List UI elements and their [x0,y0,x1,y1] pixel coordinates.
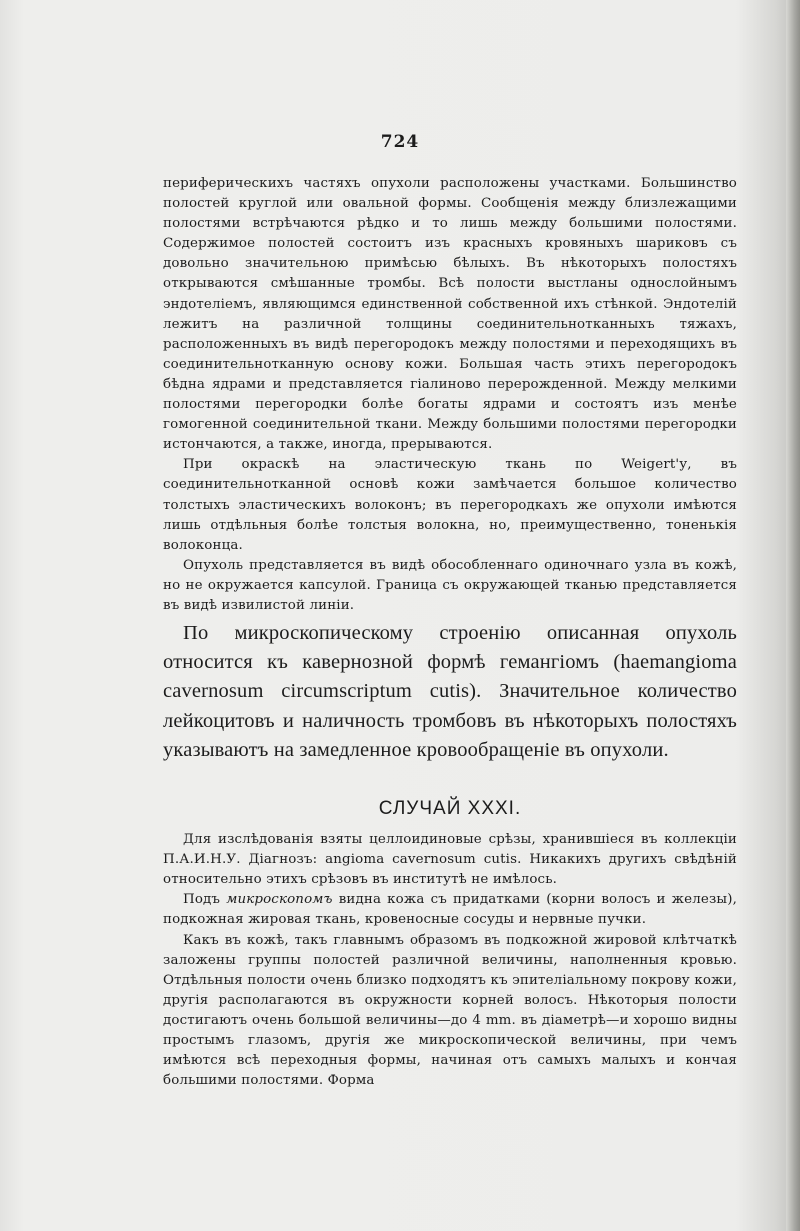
microscope-rest: видна кожа съ придатками (корни волосъ и железы), подкожная жировая ткань, кровеносные сосуды и нервные пучки. [163,892,737,928]
paragraph-microscope [163,890,737,930]
page-edge-shadow [786,0,800,1231]
paragraph-conclusion: По микроскопическому строенію описанная опухоль относится къ кавернозной формѣ гемангіомъ (haemangioma cavernosum circumscriptum cutis). Значительное количество лейкоцитовъ и наличность тромбовъ въ нѣкоторыхъ полостяхъ указываютъ на замедленное кровообращеніе въ опухоли. [163,622,737,761]
paragraph-cavities: Какъ въ кожѣ, такъ главнымъ образомъ въ подкожной жировой клѣтчаткѣ заложены группы полостей различной величины, наполненныя кровью. Отдѣльныя полости очень близко подходятъ къ эпителіальному покрову кожи, другія располагаются въ окружности корней волосъ. Нѣкоторыя полости достигаютъ очень большой величины—до 4 mm. въ діаметрѣ—и хорошо видны простымъ глазомъ, другія же микроскопической величины, при чемъ имѣются всѣ переходныя формы, начиная отъ самыхъ малыхъ и кончая большими полостями. Форма [163,932,737,1089]
page-number: 724 [380,132,420,152]
paragraph-case-material: Для изслѣдованія взяты целлоидиновые срѣзы, хранившіеся въ коллекціи П.А.И.Н.У. Діагнозъ: angioma cavernosum cutis. Никакихъ другихъ свѣдѣній относительно этихъ срѣзовъ въ институтѣ не имѣлось. [163,832,737,888]
paragraph-tumor-border: Опухоль представляется въ видѣ обособленнаго одиночнаго узла въ кожѣ, но не окружается капсулой. Граница съ окружающей тканью представляется въ видѣ извилистой линіи. [163,557,737,613]
body-text [163,174,737,1091]
microscope-italic: микроскопомъ [226,892,333,908]
case-heading: СЛУЧАЙ XXXI. [378,798,522,820]
paragraph-continuation: периферическихъ частяхъ опухоли расположены участками. Большинство полостей круглой или овальной формы. Сообщенія между близлежащими полостями встрѣчаются рѣдко и то лишь между большими полостями. Содержимое полостей состоитъ изъ красныхъ кровяныхъ шариковъ съ довольно значительною примѣсью бѣлыхъ. Въ нѣкоторыхъ полостяхъ открываются смѣшанные тромбы. Всѣ полости выстланы однослойнымъ эндотеліемъ, являющимся единственной собственной ихъ стѣнкой. Эндотелій лежитъ на различной толщины соединительнотканныхъ тяжахъ, расположенныхъ въ видѣ перегородокъ между полостями и переходящихъ въ соединительнотканную основу кожи. Большая часть этихъ перегородокъ бѣдна ядрами и представляется гіалиново перерожденной. Между мелкими полостями перегородки болѣе богаты ядрами и состоятъ изъ менѣе гомогенной соединительной ткани. Между большими полостями перегородки истончаются, а также, иногда, прерываются. [163,176,737,453]
paragraph-elastic-stain: При окраскѣ на эластическую ткань по Weigert'у, въ соединительнотканной основѣ кожи замѣчается большое количество толстыхъ эластическихъ волоконъ; въ перегородкахъ же опухоли имѣются лишь отдѣльныя болѣе толстыя волокна, но, преимущественно, тоненькія волоконца. [163,457,737,553]
microscope-lead: Подъ [183,892,227,908]
